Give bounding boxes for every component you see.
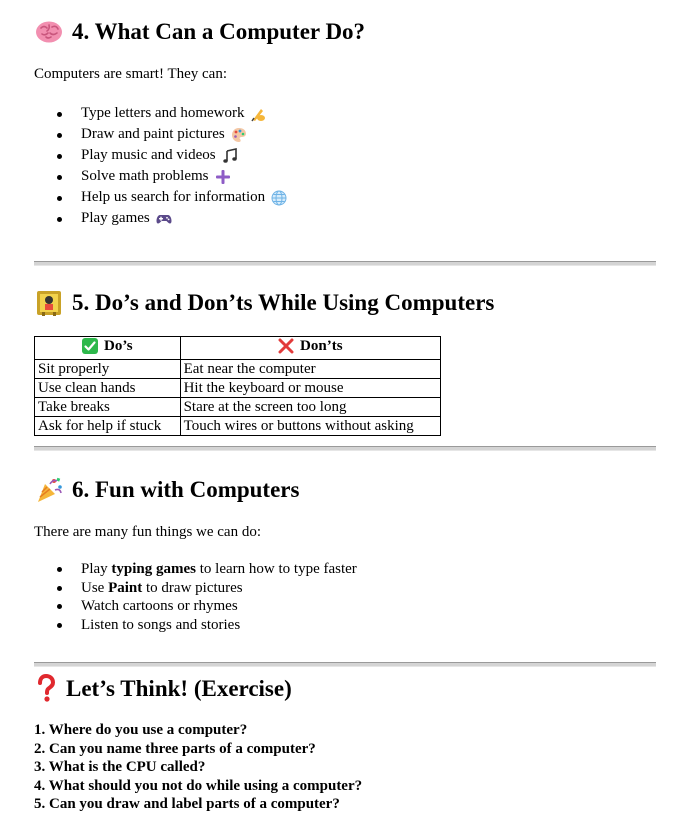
section-divider [34,662,656,667]
section6-intro: There are many fun things we can do: [34,524,261,540]
table-header-row [35,337,441,360]
list-item: Type letters and homework [34,103,287,124]
brain-icon [34,17,64,47]
list-item: Play music and videos [34,145,287,166]
question-mark-icon [34,674,58,704]
section-divider [34,446,656,451]
list-item: Draw and paint pictures [34,124,287,145]
list-item: 5. Can you draw and label parts of a computer? [34,796,340,812]
game-controller-icon [156,211,172,227]
globe-icon [271,190,287,206]
writing-hand-icon [250,106,266,122]
list-item: 4. What should you not do while using a computer? [34,777,363,794]
party-popper-icon [34,475,64,505]
dont-cell: Touch wires or buttons without asking [180,417,440,436]
exercise-heading [34,674,292,704]
dont-cell: Eat near the computer [180,360,440,379]
dos-donts-table [34,336,441,436]
list-item: Watch cartoons or rhymes [34,597,357,616]
list-item: Use Paint to draw pictures [34,579,357,598]
section4-list [34,103,287,229]
do-cell: Use clean hands [35,379,181,398]
plus-icon [215,169,231,185]
exercise-questions [34,721,362,814]
table-row [35,379,441,398]
list-item: Play games [34,208,287,229]
section4-title: 4. What Can a Computer Do? [72,19,366,44]
do-cell: Sit properly [35,360,181,379]
section5-heading [34,288,494,318]
list-item: 3. What is the CPU called? [34,759,206,775]
check-mark-icon [82,338,98,354]
traffic-sign-icon [34,288,64,318]
do-cell: Take breaks [35,398,181,417]
list-item: Solve math problems [34,166,287,187]
list-item: 2. Can you name three parts of a computer? [34,740,316,757]
do-cell: Ask for help if stuck [35,417,181,436]
list-item: Listen to songs and stories [34,616,357,635]
section4-intro: Computers are smart! They can: [34,66,227,82]
section6-title: 6. Fun with Computers [72,477,300,502]
list-item: Play typing games to learn how to type faster [34,560,357,579]
section-divider [34,261,656,266]
cross-mark-icon [278,338,294,354]
list-item: Help us search for information [34,187,287,208]
section6-list [34,560,357,634]
table-row [35,417,441,436]
dos-header: Do’s [35,337,181,360]
donts-header: Don’ts [180,337,440,360]
exercise-title: Let’s Think! (Exercise) [66,676,292,701]
section5-title: 5. Do’s and Don’ts While Using Computers [72,290,495,315]
table-row [35,360,441,379]
dont-cell: Hit the keyboard or mouse [180,379,440,398]
section4-heading [34,17,365,47]
palette-icon [231,127,247,143]
dont-cell: Stare at the screen too long [180,398,440,417]
list-item: 1. Where do you use a computer? [34,722,248,738]
music-notes-icon [222,148,238,164]
section6-heading [34,475,299,505]
table-row [35,398,441,417]
